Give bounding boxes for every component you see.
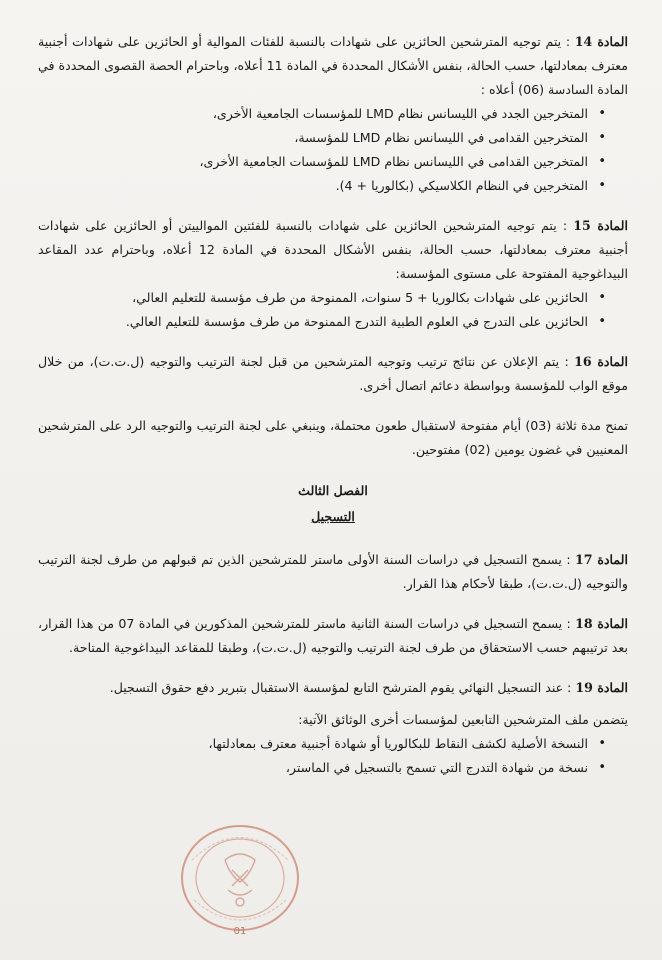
list-item: • الحائزين على التدرج في العلوم الطبية التدرج الممنوحة من طرف مؤسسة للتعليم العالي. [38, 310, 588, 334]
chapter-title: الفصل الثالث [298, 483, 368, 498]
article-15-list [38, 286, 628, 334]
list-item: • المتخرجين في النظام الكلاسيكي (بكالوريا + 4). [38, 174, 588, 198]
article-14 [38, 30, 628, 198]
document-body [38, 30, 628, 780]
article-19-label: المادة 19 [575, 680, 628, 695]
article-14-body: يتم توجيه المترشحين الحائزين على شهادات بالنسبة للفئات الموالية أو الحائزين على شهادات أجنبية معترف بمعادلتها، حسب الحالة، بنفس الأشكال المحددة في المادة 11 أعلاه، وباحترام الحصة القصوى المحددة في المادة السادسة (06) أعلاه : [37, 34, 628, 97]
article-18 [38, 612, 628, 660]
article-16-body: يتم الإعلان عن نتائج ترتيب وتوجيه المترشحين من قبل لجنة الترتيب والتوجيه (ل.ت.ت)، من خلال موقع الواب للمؤسسة وبواسطة دعائم اتصال أخرى. [38, 354, 628, 393]
article-18-text: المادة 18 : يسمح التسجيل في دراسات السنة الثانية ماستر للمترشحين المذكورين في المادة 07 من هذا القرار، بعد ترتيبهم حسب الاستحقاق من طرف لجنة الترتيب والتوجيه (ل.ت.ت)، وطبقا للمقاعد البيداغوجية المتاحة. [38, 616, 628, 655]
article-16-note: تمنح مدة ثلاثة (03) أيام مفتوحة لاستقبال طعون محتملة، وينبغي على لجنة الترتيب والتوجيه الرد على المترشحين المعنيين في غضون يومين (02) مفتوحين. [38, 418, 628, 457]
article-16-label: المادة 16 [574, 354, 628, 369]
article-14-text: المادة 14 : يتم توجيه المترشحين الحائزين على شهادات بالنسبة للفئات الموالية أو الحائزين على شهادات أجنبية معترف بمعادلتها، حسب الحالة، بنفس الأشكال المحددة في المادة 11 أعلاه، وباحترام الحصة القصوى المحددة في المادة السادسة (06) أعلاه : [37, 34, 628, 97]
article-14-list [38, 102, 628, 198]
article-17-text: المادة 17 : يسمح التسجيل في دراسات السنة الأولى ماستر للمترشحين الذين تم قبولهم من طرف لجنة الترتيب والتوجيه (ل.ت.ت)، طبقا لأحكام هذا القرار. [38, 552, 629, 591]
list-item: • الحائزين على شهادات بكالوريا + 5 سنوات، الممنوحة من طرف مؤسسة للتعليم العالي، [38, 286, 588, 310]
list-item: • المتخرجين القدامى في الليسانس نظام LMD للمؤسسة، [38, 126, 588, 150]
article-17-body: يسمح التسجيل في دراسات السنة الأولى ماستر للمترشحين الذين تم قبولهم من طرف لجنة الترتيب والتوجيه (ل.ت.ت)، طبقا لأحكام هذا القرار. [38, 552, 628, 591]
list-item: • النسخة الأصلية لكشف النقاط للبكالوريا أو شهادة أجنبية معترف بمعادلتها، [38, 732, 588, 756]
article-16-text: المادة 16 : يتم الإعلان عن نتائج ترتيب وتوجيه المترشحين من قبل لجنة الترتيب والتوجيه (ل.ت.ت)، من خلال موقع الواب للمؤسسة وبواسطة دعائم اتصال أخرى. [38, 354, 628, 393]
article-19-intro: يتضمن ملف المترشحين التابعين لمؤسسات أخرى الوثائق الآتية: [298, 712, 628, 727]
article-17-label: المادة 17 [575, 552, 629, 567]
article-19-list [38, 732, 628, 780]
article-19-body: عند التسجيل النهائي يقوم المترشح التابع لمؤسسة الاستقبال بتبرير دفع حقوق التسجيل. [109, 680, 564, 695]
chapter-subtitle: التسجيل [311, 509, 355, 524]
article-15 [38, 214, 628, 334]
list-item: • نسخة من شهادة التدرج التي تسمح بالتسجيل في الماستر، [38, 756, 588, 780]
seal-number: 01 [233, 926, 247, 937]
article-17 [38, 548, 628, 596]
article-19-text: المادة 19 : عند التسجيل النهائي يقوم المترشح التابع لمؤسسة الاستقبال بتبرير دفع حقوق التسجيل. [109, 680, 628, 695]
article-14-label: المادة 14 [574, 34, 628, 49]
article-15-body: يتم توجيه المترشحين الحائزين على شهادات بالنسبة للفئتين الموالييتن أو الحائزين على شهادات أجنبية معترف بمعادلتها، حسب الحالة، بنفس الأشكال المحددة في المادة 12 أعلاه، وباحترام عدد المقاعد البيداغوجية المفتوحة على مستوى المؤسسة: [38, 218, 628, 281]
seal-emblem [225, 854, 255, 906]
list-item: • المتخرجين القدامى في الليسانس نظام LMD للمؤسسات الجامعية الأخرى، [38, 150, 588, 174]
official-seal-stamp [170, 820, 310, 940]
article-16 [38, 350, 628, 398]
article-19 [38, 676, 628, 700]
article-15-label: المادة 15 [573, 218, 629, 233]
article-18-body: يسمح التسجيل في دراسات السنة الثانية ماستر للمترشحين المذكورين في المادة 07 من هذا القرار، بعد ترتيبهم حسب الاستحقاق من طرف لجنة الترتيب والتوجيه (ل.ت.ت)، وطبقا للمقاعد البيداغوجية المتاحة. [38, 616, 628, 655]
article-18-label: المادة 18 [575, 616, 628, 631]
list-item: • المتخرجين الجدد في الليسانس نظام LMD للمؤسسات الجامعية الأخرى، [38, 102, 588, 126]
article-15-text: المادة 15 : يتم توجيه المترشحين الحائزين على شهادات بالنسبة للفئتين الموالييتن أو الحائزين على شهادات أجنبية معترف بمعادلتها، حسب الحالة، بنفس الأشكال المحددة في المادة 12 أعلاه، وباحترام عدد المقاعد البيداغوجية المفتوحة على مستوى المؤسسة: [38, 218, 629, 281]
chapter-heading [38, 478, 628, 530]
